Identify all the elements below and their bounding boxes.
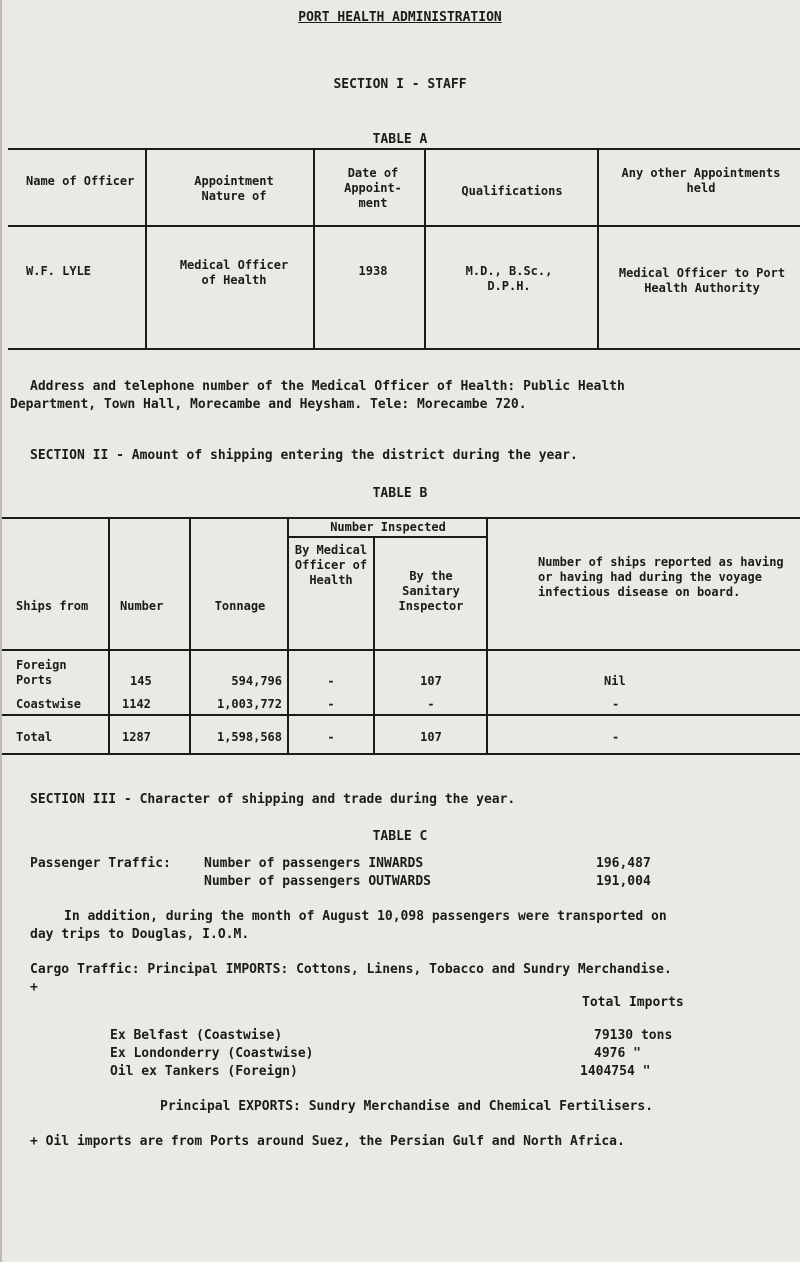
table-a-col-divider [424, 148, 426, 350]
import-row-value: 1404754 " [580, 1064, 651, 1079]
table-a-header-other: Any other Appointments held [621, 166, 781, 195]
table-b-total-moh: - [327, 730, 335, 744]
table-c-label: TABLE C [372, 829, 428, 844]
table-b-row-coastwise-si: - [427, 697, 435, 711]
import-row-label: Ex Belfast (Coastwise) [110, 1028, 283, 1043]
table-b-total-number: 1287 [122, 730, 151, 744]
import-row-label: Oil ex Tankers (Foreign) [110, 1064, 298, 1079]
table-b-top-rule [2, 517, 800, 519]
table-b-header-number: Number [120, 599, 164, 613]
table-b-header-tonnage: Tonnage [214, 599, 266, 613]
table-b-row-coastwise-number: 1142 [122, 697, 151, 711]
table-b-header-by-moh: By Medical Officer of Health [294, 543, 368, 587]
section-2-title: SECTION II - Amount of shipping entering the district during the year. [30, 448, 578, 463]
day-trips-line-1: In addition, during the month of August 10,098 passengers were transported on [64, 909, 667, 924]
table-b-header-rule [2, 649, 800, 651]
table-b-row-foreign-reported: Nil [604, 674, 626, 688]
table-b-row-coastwise-from: Coastwise [16, 697, 82, 711]
table-b-row-foreign-moh: - [327, 674, 335, 688]
table-b-total-tonnage: 1,598,568 [216, 730, 282, 744]
table-b-total-from: Total [16, 730, 53, 744]
table-b-col-divider [373, 536, 375, 755]
table-b-inspected-rule [287, 536, 487, 538]
passengers-inwards-label: Number of passengers INWARDS [204, 856, 424, 871]
table-a [0, 148, 800, 356]
table-a-label: TABLE A [372, 132, 428, 147]
table-b-header-number-inspected: Number Inspected [330, 520, 446, 534]
import-row-value: 4976 " [594, 1046, 641, 1061]
table-b-row-coastwise-reported: - [612, 697, 620, 711]
table-b-row-foreign-si: 107 [420, 674, 442, 688]
table-a-officer-name: W.F. LYLE [26, 264, 92, 278]
address-line-1: Address and telephone number of the Medical Officer of Health: Public Health [30, 379, 625, 394]
table-b-col-divider [486, 517, 488, 755]
table-a-col-divider [313, 148, 315, 350]
table-b-total-reported: - [612, 730, 620, 744]
table-b-row-foreign-tonnage: 594,796 [231, 674, 282, 688]
table-b-header-ships-from: Ships from [16, 599, 89, 613]
table-a-qualifications-value: M.D., B.Sc., D.P.H. [465, 264, 553, 293]
table-a-bottom-rule [8, 348, 800, 350]
table-b-col-divider [287, 517, 289, 755]
oil-imports-footnote: + Oil imports are from Ports around Suez, the Persian Gulf and North Africa. [30, 1134, 625, 1149]
table-a-header-qualifications: Qualifications [461, 184, 563, 198]
table-b-row-foreign-from: Foreign Ports [16, 658, 67, 687]
principal-exports-line: Principal EXPORTS: Sundry Merchandise and Chemical Fertilisers. [160, 1099, 654, 1114]
section-3-title: SECTION III - Character of shipping and trade during the year. [30, 792, 516, 807]
table-b-row-foreign-number: 145 [130, 674, 152, 688]
passengers-inwards-value: 196,487 [596, 856, 651, 871]
document-title: PORT HEALTH ADMINISTRATION [298, 10, 502, 25]
import-row-value: 79130 tons [594, 1028, 673, 1043]
table-a-header-name: Name of Officer [26, 174, 135, 188]
table-a-col-divider [597, 148, 599, 350]
table-b-label: TABLE B [372, 486, 428, 501]
passengers-outwards-value: 191,004 [596, 874, 651, 889]
address-line-2: Department, Town Hall, Morecambe and Heysham. Tele: Morecambe 720. [10, 397, 527, 412]
table-a-top-rule [8, 148, 800, 150]
table-b-header-by-si: By the Sanitary Inspector [398, 569, 464, 613]
table-b-total-rule [2, 714, 800, 716]
table-b-col-divider [108, 517, 110, 755]
table-a-header-date: Date of Appoint- ment [344, 166, 402, 210]
table-a-other-value: Medical Officer to Port Health Authority [618, 266, 786, 295]
table-b-row-coastwise-tonnage: 1,003,772 [216, 697, 282, 711]
table-a-header-appointment: Appointment Nature of [194, 174, 274, 203]
import-row-label: Ex Londonderry (Coastwise) [110, 1046, 314, 1061]
table-a-appointment-value: Medical Officer of Health [179, 258, 289, 287]
table-a-header-rule [8, 225, 800, 227]
table-a-date-value: 1938 [358, 264, 388, 278]
imports-dagger-mark: + [30, 980, 38, 995]
table-b-bottom-rule [2, 753, 800, 755]
passenger-traffic-label: Passenger Traffic: [30, 856, 171, 871]
day-trips-line-2: day trips to Douglas, I.O.M. [30, 927, 250, 942]
section-1-title: SECTION I - STAFF [333, 77, 467, 92]
cargo-imports-line: Cargo Traffic: Principal IMPORTS: Cottons, Linens, Tobacco and Sundry Merchandise. [30, 962, 672, 977]
total-imports-label: Total Imports [582, 995, 684, 1010]
table-b-total-si: 107 [420, 730, 442, 744]
table-a-col-divider [145, 148, 147, 350]
table-b [0, 517, 800, 757]
table-b-col-divider [189, 517, 191, 755]
table-b-header-reported: Number of ships reported as having or having had during the voyage infectious disease on board. [538, 555, 784, 599]
table-b-row-coastwise-moh: - [327, 697, 335, 711]
passengers-outwards-label: Number of passengers OUTWARDS [204, 874, 431, 889]
